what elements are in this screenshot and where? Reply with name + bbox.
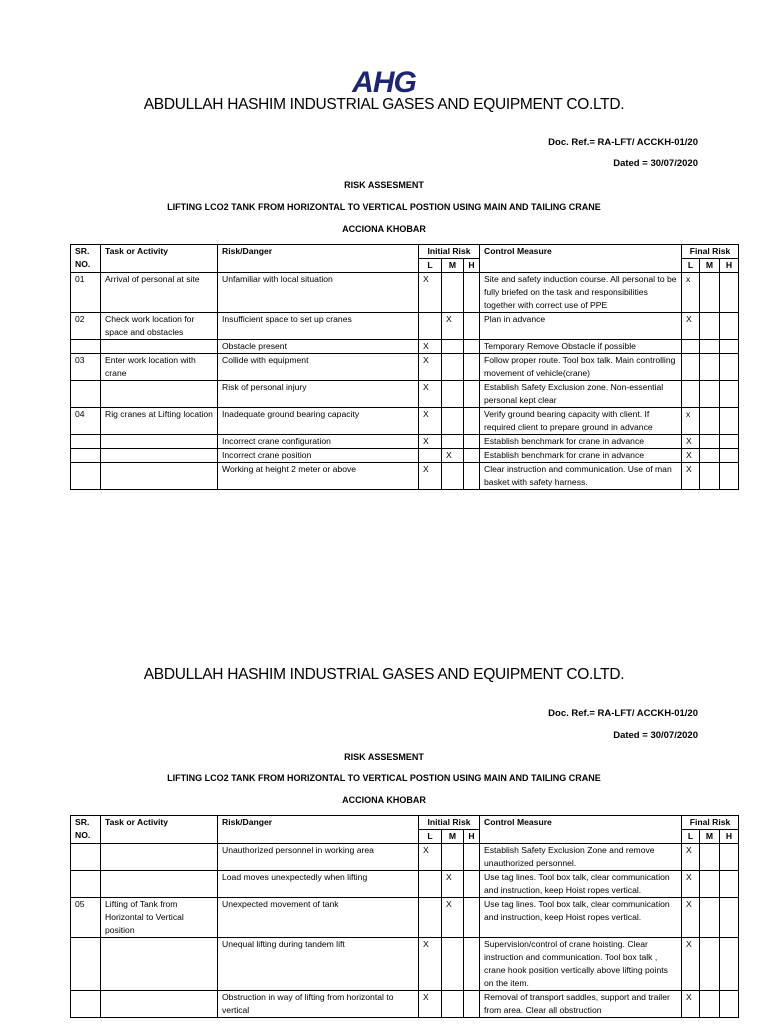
final-h-cell [720,449,739,463]
table-row [71,340,739,354]
final-m-cell [700,435,720,449]
header-task: Task or Activity [101,245,218,273]
risk-cell: Load moves unexpectedly when lifting [218,871,419,898]
header-initial-h: H [464,830,480,844]
final-h-cell [720,354,739,381]
site-name-2: ACCIONA KHOBAR [342,795,426,805]
initial-m-cell [442,938,464,991]
risk-cell: Unexpected movement of tank [218,898,419,938]
final-m-cell [700,408,720,435]
header-initial-m: M [442,259,464,273]
initial-l-cell: X [419,273,442,313]
initial-h-cell [464,844,480,871]
sr-cell [71,844,101,871]
final-h-cell [720,340,739,354]
doc-subject: LIFTING LCO2 TANK FROM HORIZONTAL TO VERTICAL POSTION USING MAIN AND TAILING CRANE [167,202,601,212]
final-m-cell [700,463,720,490]
sr-cell [71,435,101,449]
task-cell: Arrival of personal at site [101,273,218,313]
final-h-cell [720,938,739,991]
task-cell [101,871,218,898]
control-cell: Use tag lines. Tool box talk, clear communication and instruction, keep Hoist ropes vertical. [480,871,682,898]
final-h-cell [720,313,739,340]
header-initial-risk: Initial Risk [419,245,480,259]
task-cell [101,340,218,354]
header-risk: Risk/Danger [218,816,419,844]
sr-cell: 02 [71,313,101,340]
table-row [71,844,739,871]
table-row [71,991,739,1018]
risk-cell: Collide with equipment [218,354,419,381]
initial-h-cell [464,313,480,340]
final-l-cell [682,340,700,354]
final-m-cell [700,340,720,354]
table-row [71,354,739,381]
table-row [71,408,739,435]
doc-ref-2: Doc. Ref.= RA-LFT/ ACCKH-01/20 [548,708,698,719]
table-row [71,871,739,898]
final-m-cell [700,871,720,898]
initial-l-cell: X [419,991,442,1018]
company-name-2: ABDULLAH HASHIM INDUSTRIAL GASES AND EQUIPMENT CO.LTD. [143,666,625,683]
control-cell: Clear instruction and communication. Use of man basket with safety harness. [480,463,682,490]
final-l-cell: X [682,991,700,1018]
final-l-cell [682,354,700,381]
initial-l-cell: X [419,354,442,381]
risk-cell: Obstruction in way of lifting from horizontal to vertical [218,991,419,1018]
initial-m-cell: X [442,313,464,340]
final-m-cell [700,449,720,463]
initial-m-cell: X [442,898,464,938]
final-l-cell: X [682,449,700,463]
final-h-cell [720,844,739,871]
initial-l-cell: X [419,938,442,991]
initial-h-cell [464,273,480,313]
initial-h-cell [464,408,480,435]
doc-title-2: RISK ASSESMENT [344,752,424,762]
header-final-risk: Final Risk [682,816,739,830]
final-l-cell: x [682,408,700,435]
final-m-cell [700,844,720,871]
sr-cell: 04 [71,408,101,435]
sr-cell: 01 [71,273,101,313]
initial-m-cell: X [442,449,464,463]
control-cell: Use tag lines. Tool box talk, clear communication and instruction, keep Hoist ropes vertical. [480,898,682,938]
initial-m-cell [442,408,464,435]
header-initial-risk: Initial Risk [419,816,480,830]
initial-m-cell [442,381,464,408]
header-control: Control Measure [480,816,682,844]
initial-h-cell [464,449,480,463]
table-row [71,449,739,463]
final-l-cell: X [682,435,700,449]
table-row [71,381,739,408]
initial-m-cell [442,354,464,381]
final-m-cell [700,898,720,938]
doc-subject-2: LIFTING LCO2 TANK FROM HORIZONTAL TO VERTICAL POSTION USING MAIN AND TAILING CRANE [167,773,601,783]
final-l-cell: X [682,463,700,490]
header-final-h: H [720,830,739,844]
risk-cell: Obstacle present [218,340,419,354]
final-m-cell [700,381,720,408]
sr-cell [71,449,101,463]
header-final-risk: Final Risk [682,245,739,259]
initial-m-cell [442,991,464,1018]
initial-h-cell [464,871,480,898]
sr-cell [71,381,101,408]
final-l-cell: X [682,938,700,991]
table-row [71,898,739,938]
initial-m-cell [442,844,464,871]
final-h-cell [720,898,739,938]
risk-table-2 [70,815,739,1018]
header-initial-l: L [419,259,442,273]
initial-h-cell [464,354,480,381]
task-cell [101,381,218,408]
final-h-cell [720,273,739,313]
initial-h-cell [464,435,480,449]
final-l-cell: x [682,273,700,313]
initial-m-cell [442,340,464,354]
control-cell: Establish Safety Exclusion zone. Non-essential personal kept clear [480,381,682,408]
final-h-cell [720,435,739,449]
initial-m-cell [442,435,464,449]
table-row [71,435,739,449]
final-h-cell [720,463,739,490]
header-initial-l: L [419,830,442,844]
final-l-cell: X [682,898,700,938]
sr-cell: 05 [71,898,101,938]
risk-cell: Risk of personal injury [218,381,419,408]
initial-h-cell [464,381,480,408]
initial-m-cell [442,463,464,490]
header-control: Control Measure [480,245,682,273]
header-initial-h: H [464,259,480,273]
initial-l-cell [419,871,442,898]
initial-m-cell: X [442,871,464,898]
task-cell [101,449,218,463]
control-cell: Temporary Remove Obstacle if possible [480,340,682,354]
sr-cell [71,938,101,991]
risk-cell: Incorrect crane position [218,449,419,463]
sr-cell [71,991,101,1018]
task-cell: Enter work location with crane [101,354,218,381]
initial-l-cell: X [419,844,442,871]
final-m-cell [700,273,720,313]
initial-l-cell [419,313,442,340]
table-row [71,273,739,313]
task-cell [101,463,218,490]
control-cell: Establish benchmark for crane in advance [480,435,682,449]
doc-title: RISK ASSESMENT [344,180,424,190]
sr-cell [71,463,101,490]
control-cell: Plan in advance [480,313,682,340]
company-name: ABDULLAH HASHIM INDUSTRIAL GASES AND EQUIPMENT CO.LTD. [143,96,625,113]
risk-table-body [71,273,739,490]
header-final-l: L [682,259,700,273]
doc-date: Dated = 30/07/2020 [613,158,698,169]
initial-l-cell: X [419,463,442,490]
header-risk: Risk/Danger [218,245,419,273]
risk-cell: Insufficient space to set up cranes [218,313,419,340]
control-cell: Supervision/control of crane hoisting. Clear instruction and communication. Tool box talk , crane hook position vertically above lifting points on the item. [480,938,682,991]
initial-l-cell [419,898,442,938]
final-h-cell [720,871,739,898]
header-sr: SR. NO. [71,245,101,273]
initial-l-cell: X [419,435,442,449]
table-row [71,313,739,340]
initial-l-cell: X [419,381,442,408]
control-cell: Establish benchmark for crane in advance [480,449,682,463]
control-cell: Removal of transport saddles, support and trailer from area. Clear all obstruction [480,991,682,1018]
initial-l-cell [419,449,442,463]
task-cell [101,938,218,991]
sr-cell [71,340,101,354]
header-final-m: M [700,830,720,844]
risk-cell: Unauthorized personnel in working area [218,844,419,871]
final-l-cell: X [682,844,700,871]
final-h-cell [720,408,739,435]
header-final-l: L [682,830,700,844]
table-row [71,938,739,991]
header-task: Task or Activity [101,816,218,844]
task-cell: Rig cranes at Lifting location [101,408,218,435]
initial-l-cell: X [419,408,442,435]
risk-cell: Incorrect crane configuration [218,435,419,449]
header-final-h: H [720,259,739,273]
control-cell: Site and safety induction course. All personal to be fully briefed on the task and responsibilities together with correct use of PPE [480,273,682,313]
risk-cell: Unfamiliar with local situation [218,273,419,313]
task-cell: Lifting of Tank from Horizontal to Vertical position [101,898,218,938]
final-m-cell [700,938,720,991]
risk-cell: Working at height 2 meter or above [218,463,419,490]
final-m-cell [700,991,720,1018]
control-cell: Follow proper route. Tool box talk. Main controlling movement of vehicle(crane) [480,354,682,381]
initial-h-cell [464,463,480,490]
site-name: ACCIONA KHOBAR [342,224,426,234]
table-row [71,463,739,490]
initial-m-cell [442,273,464,313]
sr-cell [71,871,101,898]
final-l-cell: X [682,313,700,340]
control-cell: Establish Safety Exclusion Zone and remove unauthorized personnel. [480,844,682,871]
initial-h-cell [464,898,480,938]
control-cell: Verify ground bearing capacity with client. If required client to prepare ground in advance [480,408,682,435]
doc-ref: Doc. Ref.= RA-LFT/ ACCKH-01/20 [548,137,698,148]
task-cell [101,435,218,449]
final-l-cell: X [682,871,700,898]
initial-h-cell [464,938,480,991]
risk-table [70,244,739,490]
task-cell [101,991,218,1018]
final-m-cell [700,354,720,381]
initial-h-cell [464,991,480,1018]
final-h-cell [720,991,739,1018]
task-cell: Check work location for space and obstacles [101,313,218,340]
doc-date-2: Dated = 30/07/2020 [613,730,698,741]
final-h-cell [720,381,739,408]
header-initial-m: M [442,830,464,844]
risk-cell: Inadequate ground bearing capacity [218,408,419,435]
final-l-cell [682,381,700,408]
sr-cell: 03 [71,354,101,381]
risk-cell: Unequal lifting during tandem lift [218,938,419,991]
initial-l-cell: X [419,340,442,354]
svg-text:AHG: AHG [352,68,416,96]
header-sr: SR. NO. [71,816,101,844]
ahg-logo-icon [328,68,440,96]
risk-table-body-2 [71,844,739,1018]
header-final-m: M [700,259,720,273]
initial-h-cell [464,340,480,354]
task-cell [101,844,218,871]
final-m-cell [700,313,720,340]
